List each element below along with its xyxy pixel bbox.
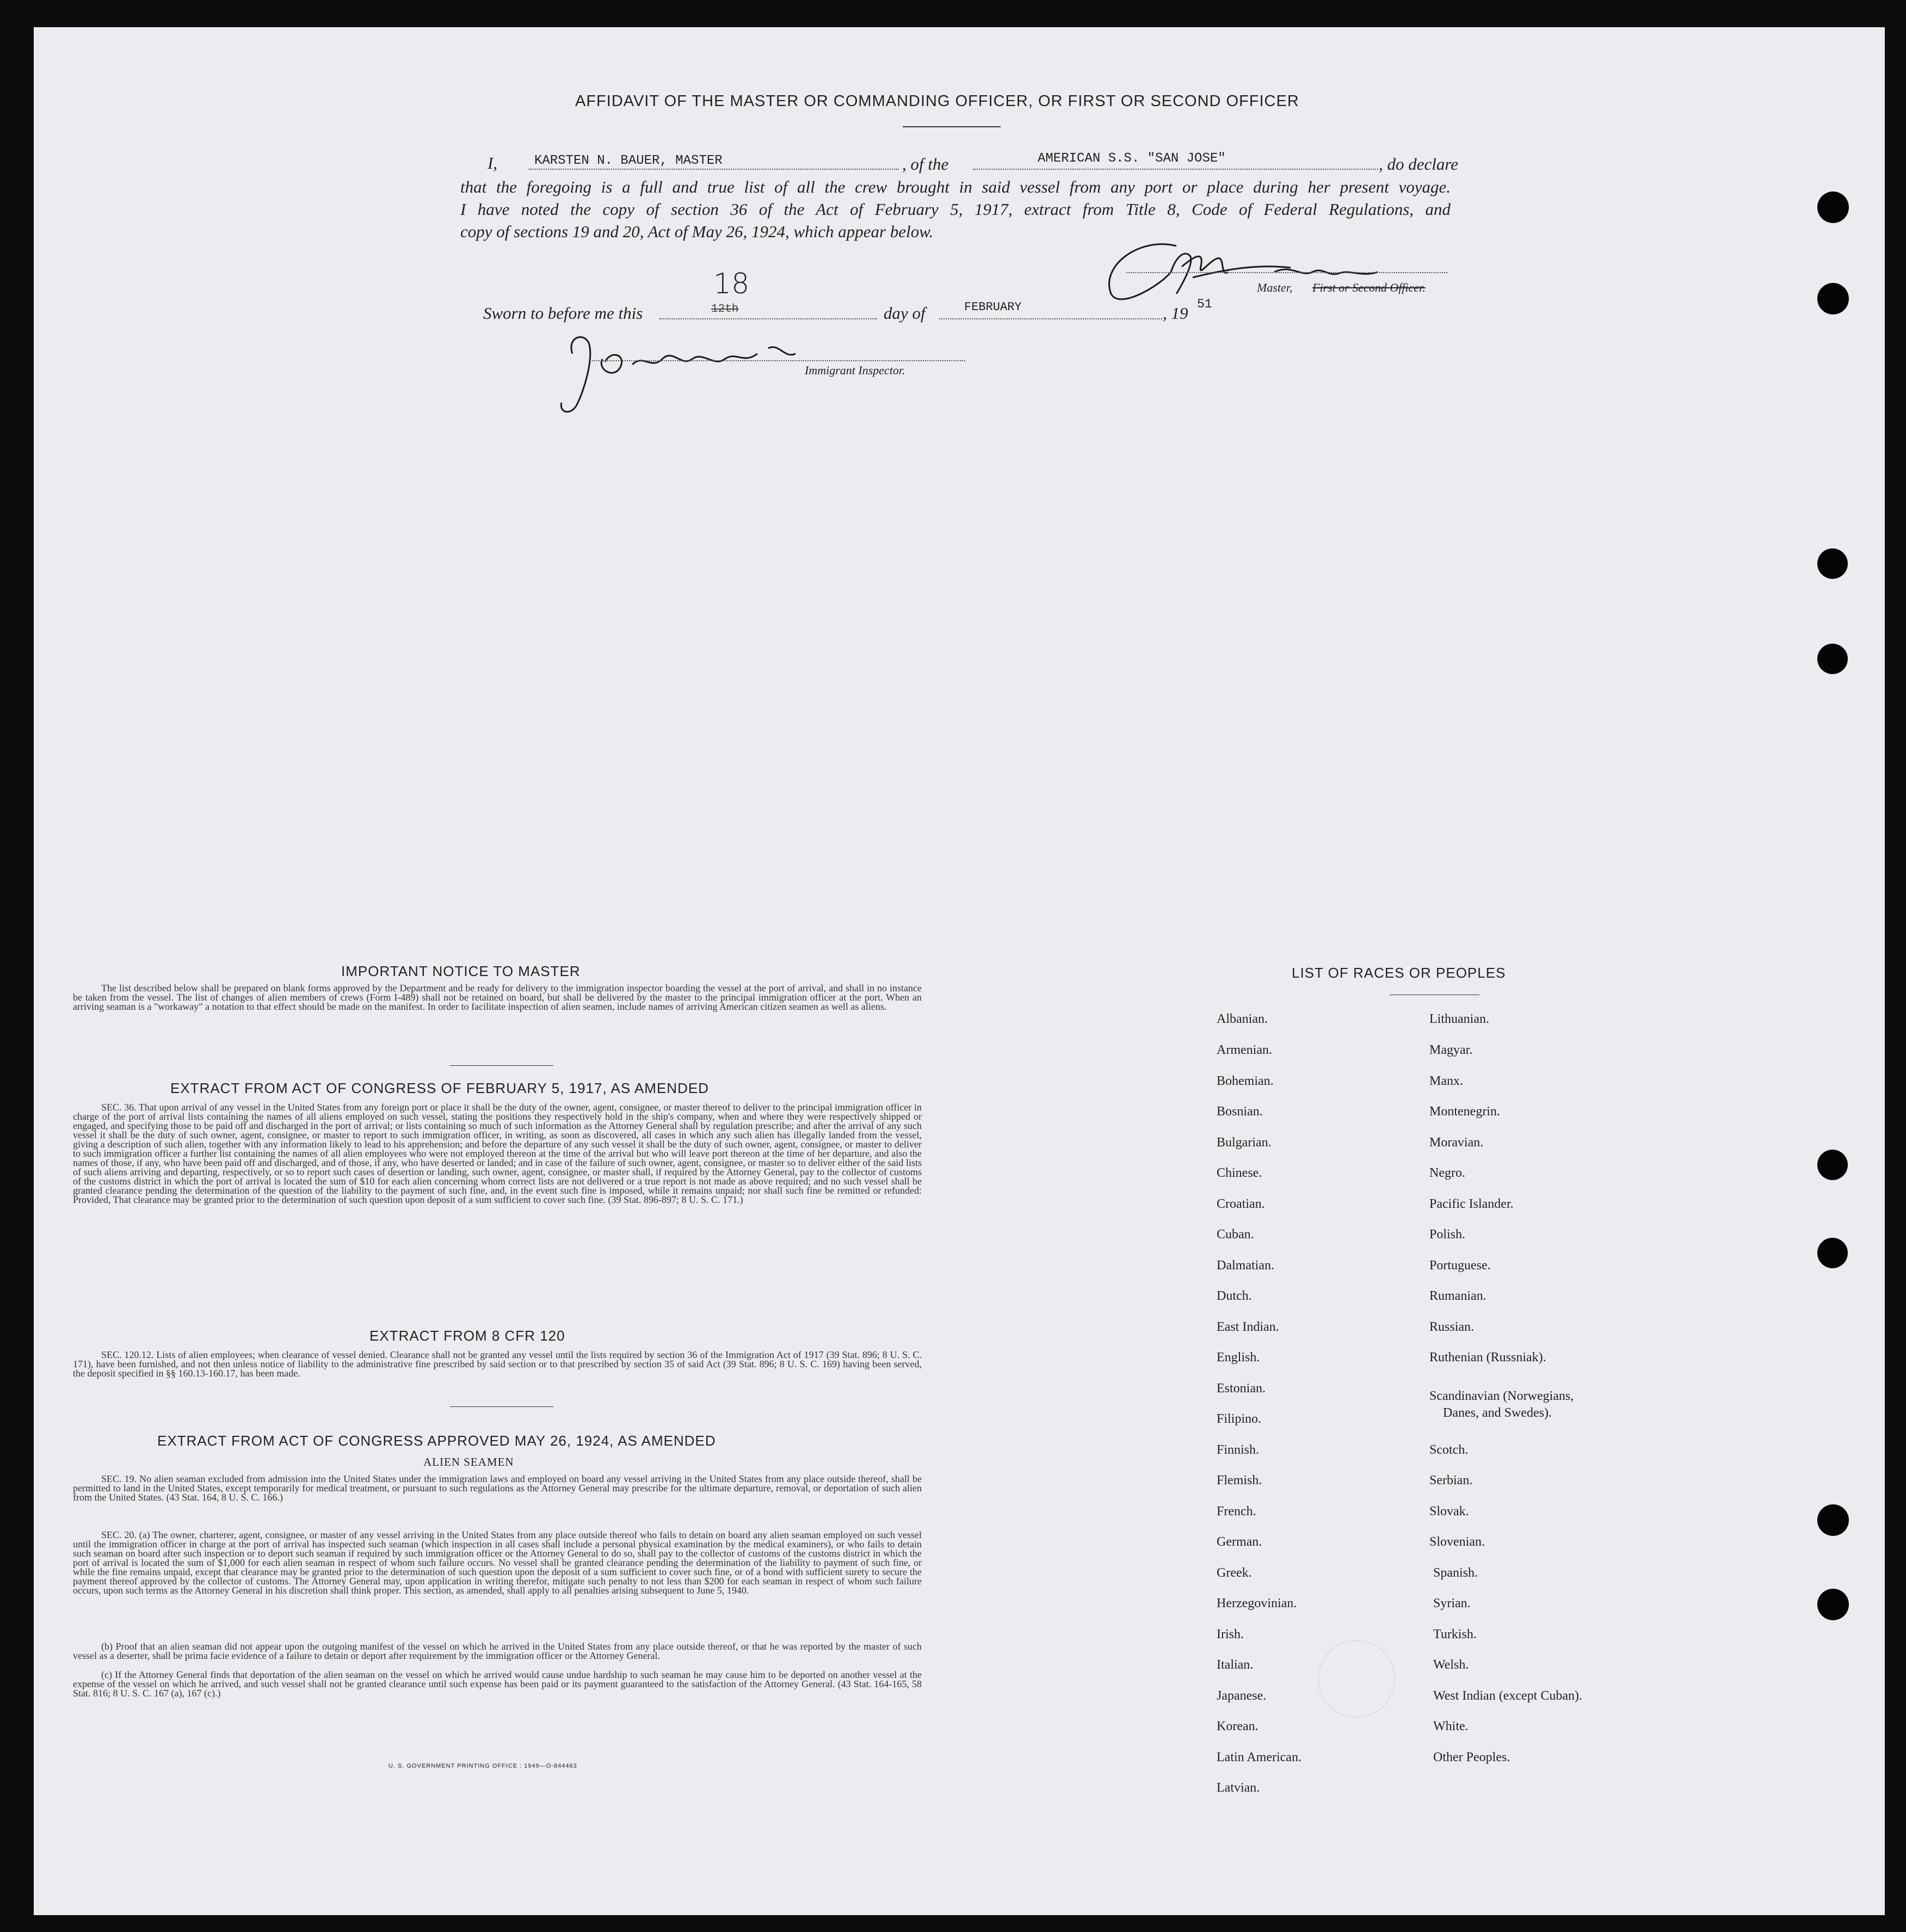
affidavit-line-4: copy of sections 19 and 20, Act of May 26, 1924, which appear below. bbox=[460, 222, 934, 241]
document-page bbox=[34, 27, 1885, 1915]
cfr-rule bbox=[450, 1406, 553, 1407]
notice-rule bbox=[450, 1065, 553, 1066]
notice-title: IMPORTANT NOTICE TO MASTER bbox=[341, 963, 581, 979]
race-left-item: Chinese. bbox=[1217, 1166, 1262, 1180]
race-left-item: Greek. bbox=[1217, 1566, 1252, 1580]
extract-1924-title: EXTRACT FROM ACT OF CONGRESS APPROVED MAY 26, 1924, AS AMENDED bbox=[157, 1433, 716, 1449]
of-the-label: , of the bbox=[902, 155, 949, 174]
race-left-item: Herzegovinian. bbox=[1217, 1596, 1297, 1610]
punch-hole bbox=[1817, 283, 1849, 314]
race-left-item: Latin American. bbox=[1217, 1750, 1301, 1764]
inspector-signature bbox=[551, 321, 834, 424]
extract-cfr-text: SEC. 120.12. Lists of alien employees; when clearance of vessel denied. Clearance shall not be granted any vessel until the lists required by section 36 of the Immigration Act of 1917 (39 Stat. 896; 8 U. S. C. 171), have been furnished, and not then unless notice of liability to the administrative fine prescribed by said section or to that prescribed by section 35 of said Act (39 Stat. 896; 8 U. S. C. 169) having been served, the deposit specified in §§ 160.13-160.17, has been made. bbox=[73, 1349, 922, 1379]
race-right-item: Portuguese. bbox=[1429, 1258, 1491, 1273]
title-rule bbox=[903, 126, 1001, 127]
sec-20c-text: (c) If the Attorney General finds that deportation of the alien seaman on the vessel on which he arrived would cause undue hardship to such seaman he may cause him to be deported on another vessel at the expense of the vessel on which he arrived, and such vessel shall not be granted clearance until such expense has been paid or its payment guaranteed to the satisfaction of the Attorney General. (43 Stat. 164-165, 58 Stat. 816; 8 U. S. C. 167 (a), 167 (c).) bbox=[73, 1669, 922, 1699]
race-right-item: Other Peoples. bbox=[1433, 1750, 1510, 1764]
vessel-line bbox=[973, 169, 1378, 170]
month-value: FEBRUARY bbox=[964, 300, 1022, 314]
race-right-item: Moravian. bbox=[1429, 1135, 1484, 1150]
race-right-item: Welsh. bbox=[1433, 1658, 1469, 1672]
year-suffix: 51 bbox=[1197, 297, 1212, 311]
race-left-item: East Indian. bbox=[1217, 1320, 1279, 1334]
punch-hole bbox=[1817, 548, 1848, 579]
year-prefix: , 19 bbox=[1163, 304, 1188, 323]
master-name-line bbox=[529, 169, 899, 170]
race-left-item: Bulgarian. bbox=[1217, 1135, 1272, 1150]
do-declare-label: , do declare bbox=[1379, 155, 1459, 174]
race-right-item: Slovak. bbox=[1429, 1504, 1469, 1519]
notice-text: The list described below shall be prepared on blank forms approved by the Department and be ready for delivery to the immigration inspector boarding the vessel at the port of arrival, and shall in no instance be taken from the vessel. The list of changes of alien members of crews (Form I-489) shall not be retained on board, but shall be delivered by the master to the principal immigration officer at the port. When an arriving seaman is a "workaway" a notation to that effect should be made on the manifest. In order to facilitate inspection of alien seamen, include names of arriving American citizen seamen as well as aliens. bbox=[73, 983, 922, 1012]
extract-1917-title: EXTRACT FROM ACT OF CONGRESS OF FEBRUARY 5, 1917, AS AMENDED bbox=[170, 1080, 709, 1096]
alien-seamen-subtitle: ALIEN SEAMEN bbox=[423, 1455, 514, 1468]
sec-20b-text: (b) Proof that an alien seaman did not appear upon the outgoing manifest of the vessel on which he arrived in the United States from any place outside thereof, or that he was reported by the master of such vessel as a deserter, shall be prima facie evidence of a failure to detain or deport after requirement by the immigration officer or the Attorney General. bbox=[73, 1641, 922, 1661]
extract-cfr-title: EXTRACT FROM 8 CFR 120 bbox=[369, 1328, 565, 1344]
punch-hole bbox=[1817, 1150, 1848, 1180]
punch-hole bbox=[1817, 1589, 1849, 1620]
day-of-label: day of bbox=[884, 304, 926, 323]
race-left-item: Flemish. bbox=[1217, 1473, 1262, 1487]
race-left-item: Japanese. bbox=[1217, 1689, 1267, 1703]
i-label: I, bbox=[488, 153, 498, 172]
master-signature-line bbox=[1126, 272, 1447, 273]
race-left-item: Italian. bbox=[1217, 1658, 1254, 1672]
race-left-item: Finnish. bbox=[1217, 1443, 1260, 1457]
race-left-item: Korean. bbox=[1217, 1719, 1259, 1733]
race-left-item: French. bbox=[1217, 1504, 1256, 1519]
faint-stamp bbox=[1318, 1640, 1395, 1718]
race-left-item: Bohemian. bbox=[1217, 1074, 1274, 1088]
day-line bbox=[659, 318, 877, 319]
race-right-item: White. bbox=[1433, 1719, 1469, 1733]
race-right-item: Magyar. bbox=[1429, 1043, 1473, 1057]
sec-20a-text: SEC. 20. (a) The owner, charterer, agent, consignee, or master of any vessel arriving in the United States from any place outside thereof who fails to detain on board any alien seaman employed on such vessel until the immigration officer in charge at the port of arrival has inspected such seaman (which inspection in all cases shall include a personal physical examination by the medical examiners), or who fails to detain such seaman on board after such inspection or to deport such seaman if required by such immigration officer or the Attorney General to do so, shall pay to the collector of customs of the customs district in which the port of arrival is located the sum of $1,000 for each alien seaman in respect of whom such failure occurs. No vessel shall be granted clearance pending the determination of the liability to payment of such fine, or while the fine remains unpaid, except that clearance may be granted prior to the determination of such question upon the deposit of a sum sufficient to cover such fine, or of a bond with sufficient surety to secure the payment thereof approved by the collector of customs. The Attorney General may, upon application in writing therefor, mitigate such penalty to not less than $200 for each seaman in respect of whom such failure occurs, upon such terms as the Attorney General in his discretion shall think proper. This section, as amended, shall apply to all penalties arising subsequent to June 5, 1940. bbox=[73, 1529, 922, 1596]
race-right-item: West Indian (except Cuban). bbox=[1433, 1689, 1582, 1703]
race-left-item: Dutch. bbox=[1217, 1289, 1252, 1303]
day-handwritten: 18 bbox=[713, 268, 750, 300]
month-line bbox=[939, 318, 1162, 319]
punch-hole bbox=[1817, 192, 1849, 223]
race-left-item: German. bbox=[1217, 1535, 1262, 1549]
race-right-item: Ruthenian (Russniak). bbox=[1429, 1350, 1546, 1365]
race-left-item: Bosnian. bbox=[1217, 1104, 1263, 1119]
race-right-item: Danes, and Swedes). bbox=[1443, 1406, 1552, 1420]
punch-hole bbox=[1817, 644, 1848, 674]
race-left-item: Albanian. bbox=[1217, 1012, 1268, 1026]
race-right-item: Montenegrin. bbox=[1429, 1104, 1500, 1119]
race-right-item: Rumanian. bbox=[1429, 1289, 1486, 1303]
punch-hole bbox=[1817, 1238, 1848, 1268]
sworn-label: Sworn to before me this bbox=[483, 304, 643, 323]
race-right-item: Scandinavian (Norwegians, bbox=[1429, 1389, 1574, 1403]
inspector-caption: Immigrant Inspector. bbox=[805, 363, 905, 377]
master-caption: Master, bbox=[1257, 281, 1293, 294]
race-right-item: Pacific Islander. bbox=[1429, 1197, 1514, 1211]
master-signature bbox=[1095, 234, 1454, 316]
race-right-item: Slovenian. bbox=[1429, 1535, 1485, 1549]
race-left-item: Latvian. bbox=[1217, 1781, 1260, 1795]
race-right-item: Negro. bbox=[1429, 1166, 1465, 1180]
day-struck: 12th bbox=[711, 303, 739, 316]
affidavit-title: AFFIDAVIT OF THE MASTER OR COMMANDING OFFICER, OR FIRST OR SECOND OFFICER bbox=[575, 92, 1299, 110]
affidavit-line-2: that the foregoing is a full and true list of all the crew brought in said vessel from any port or place during her present voyage. bbox=[460, 177, 1451, 196]
printer-imprint: U. S. GOVERNMENT PRINTING OFFICE : 1949—O-844463 bbox=[388, 1763, 577, 1769]
race-right-item: Manx. bbox=[1429, 1074, 1463, 1088]
race-right-item: Polish. bbox=[1429, 1227, 1466, 1242]
inspector-signature-line bbox=[590, 360, 965, 361]
race-right-item: Russian. bbox=[1429, 1320, 1475, 1334]
races-title: LIST OF RACES OR PEOPLES bbox=[1292, 965, 1506, 981]
extract-1917-text: SEC. 36. That upon arrival of any vessel in the United States from any foreign port or place it shall be the duty of the owner, agent, consignee, or master thereof to deliver to the principal immigration officer in charge of the port of arrival lists containing the names of all aliens employed on such vessel, stating the positions they respectively hold in the ship's company, when and where they were respectively shipped or engaged, and specifying those to be paid off and discharged in the port of arrival; or lists containing so much of such information as the Attorney General shall by regulation prescribe; and after the arrival of any such vessel it shall be the duty of such owner, agent, consignee, or master to report to such immigration officer, in writing, as soon as discovered, all cases in which any such alien has illegally landed from the vessel, giving a description of such alien, together with any information likely to lead to his apprehension; and before the departure of any such vessel it shall be the duty of such owner, agent, consignee, or master to deliver to such immigration officer a further list containing the names of all alien employees who were not employed thereon at the time of the arrival but who will leave port thereon at the time of her departure, and also the names of those, if any, who have been paid off and discharged, and of those, if any, who have deserted or landed; and in case of the failure of such owner, agent, consignee, or master so to deliver either of the said lists of such aliens arriving and departing, respectively, or so to report such cases of desertion or landing, such owner, agent, consignee, or master shall, if required by the Attorney General, pay to the collector of customs of the customs district in which the port of arrival is located the sum of $10 for each alien concerning whom correct lists are not delivered or a true report is not made as above required; and no such vessel shall be granted clearance pending the determination of the question of the liability to the payment of such fine, and, in the event such fine is imposed, while it remains unpaid; nor shall such fine be remitted or refunded: Provided, That clearance may be granted prior to the determination of such question upon deposit of a sum sufficient to cover such fine. (39 Stat. 896-897; 8 U. S. C. 171.) bbox=[73, 1102, 922, 1205]
vessel-value: AMERICAN S.S. "SAN JOSE" bbox=[1038, 151, 1226, 166]
race-left-item: Irish. bbox=[1217, 1627, 1244, 1641]
affidavit-line-3: I have noted the copy of section 36 of the Act of February 5, 1917, extract from Title 8, Code of Federal Regulations, and bbox=[460, 200, 1451, 219]
race-left-item: Dalmatian. bbox=[1217, 1258, 1274, 1273]
race-right-item: Serbian. bbox=[1429, 1473, 1473, 1487]
race-right-item: Turkish. bbox=[1433, 1627, 1477, 1641]
race-left-item: Estonian. bbox=[1217, 1381, 1266, 1396]
punch-hole bbox=[1817, 1504, 1849, 1536]
sec-19-text: SEC. 19. No alien seaman excluded from admission into the United States under the immigration laws and employed on board any vessel arriving in the United States from any place outside thereof, shall be permitted to land in the United States, except temporarily for medical treatment, or pursuant to such regulations as the Attorney General may prescribe for the ultimate departure, removal, or deportation of such alien from the United States. (43 Stat. 164, 8 U. S. C. 166.) bbox=[73, 1473, 922, 1503]
race-left-item: Filipino. bbox=[1217, 1412, 1262, 1426]
race-right-item: Scotch. bbox=[1429, 1443, 1469, 1457]
master-name-value: KARSTEN N. BAUER, MASTER bbox=[534, 153, 723, 168]
race-right-item: Syrian. bbox=[1433, 1596, 1471, 1610]
struck-officer-caption: First or Second Officer. bbox=[1312, 281, 1426, 294]
race-left-item: Armenian. bbox=[1217, 1043, 1272, 1057]
race-right-item: Spanish. bbox=[1433, 1566, 1478, 1580]
race-left-item: Croatian. bbox=[1217, 1197, 1265, 1211]
race-left-item: English. bbox=[1217, 1350, 1260, 1365]
race-right-item: Lithuanian. bbox=[1429, 1012, 1489, 1026]
race-left-item: Cuban. bbox=[1217, 1227, 1254, 1242]
